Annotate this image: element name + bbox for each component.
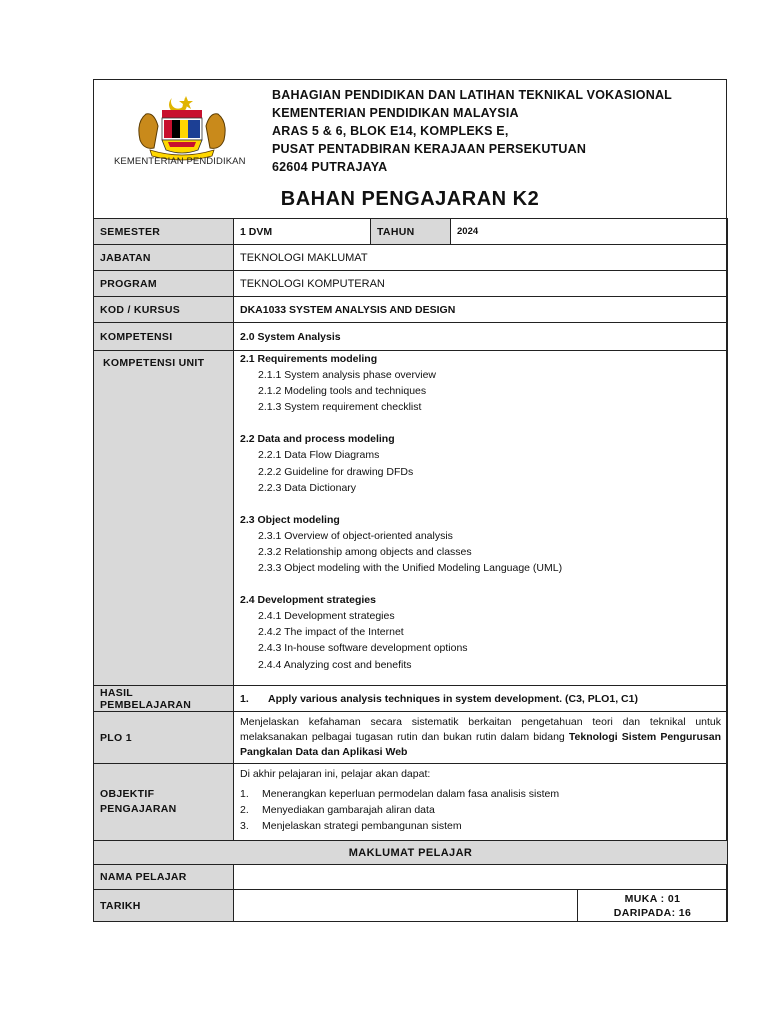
tahun-label: TAHUN: [371, 219, 451, 245]
objektif-content: [234, 764, 728, 841]
objektif-intro: Di akhir pelajaran ini, pelajar akan dapat:: [240, 768, 431, 780]
objektif-row: [94, 764, 728, 841]
unit-heading: 2.2 Data and process modeling: [240, 433, 395, 446]
kompetensi-label: KOMPETENSI: [94, 323, 234, 351]
semester-value: 1 DVM: [234, 219, 371, 245]
maklumat-row: [94, 841, 728, 865]
hasil-row: [94, 686, 728, 712]
tahun-value: 2024: [451, 219, 728, 245]
objektif-item: [240, 818, 721, 834]
unit-item: 2.2.1 Data Flow Diagrams: [258, 449, 380, 462]
hasil-text: Apply various analysis techniques in system development. (C3, PLO1, C1): [268, 692, 638, 705]
unit-item: 2.2.2 Guideline for drawing DFDs: [258, 465, 414, 478]
objektif-list: [240, 786, 721, 834]
logo-caption: KEMENTERIAN PENDIDIKAN: [114, 156, 246, 167]
jabatan-row: [94, 245, 728, 271]
tarikh-row: [94, 890, 728, 922]
info-table: [93, 218, 728, 922]
program-row: [94, 271, 728, 297]
institution-line: ARAS 5 & 6, BLOK E14, KOMPLEKS E,: [272, 124, 509, 138]
objektif-item-text: Menerangkan keperluan permodelan dalam fasa analisis sistem: [262, 788, 560, 800]
objektif-item-text: Menyediakan gambarajah aliran data: [262, 804, 435, 816]
program-label: PROGRAM: [94, 271, 234, 297]
tarikh-value[interactable]: [234, 890, 578, 922]
institution-address: [272, 86, 672, 176]
unit-item: 2.1.3 System requirement checklist: [258, 401, 422, 414]
document-frame: [93, 79, 727, 922]
plo-text-bold: Teknologi Sistem Pengurusan Pangkalan Data dan Aplikasi Web: [240, 730, 722, 758]
objektif-item-number: 1.: [240, 788, 249, 800]
objektif-item-number: 3.: [240, 820, 249, 832]
unit-heading: 2.4 Development strategies: [240, 594, 376, 607]
plo-text: [234, 712, 728, 764]
unit-item: 2.4.1 Development strategies: [258, 610, 395, 623]
unit-heading: 2.3 Object modeling: [240, 513, 340, 526]
unit-item: 2.1.1 System analysis phase overview: [258, 369, 437, 382]
page-daripada: DARIPADA: 16: [613, 906, 692, 919]
kompetensi-value: 2.0 System Analysis: [234, 323, 728, 351]
semester-label: SEMESTER: [94, 219, 234, 245]
page-muka: MUKA : 01: [624, 892, 681, 905]
kod-row: [94, 297, 728, 323]
nama-row: [94, 865, 728, 890]
unit-item: 2.3.3 Object modeling with the Unified Modeling Language (UML): [258, 562, 563, 575]
tarikh-label: TARIKH: [94, 890, 234, 922]
jabatan-value: TEKNOLOGI MAKLUMAT: [234, 245, 728, 271]
page-number: [578, 890, 728, 922]
kompetensi-row: [94, 323, 728, 351]
hasil-number: 1.: [240, 692, 249, 705]
coat-of-arms-logo: [112, 92, 252, 188]
objektif-item: [240, 786, 721, 802]
kompetensi-unit-label: KOMPETENSI UNIT: [94, 351, 234, 686]
semester-row: [94, 219, 728, 245]
objektif-label-line: OBJEKTIF: [100, 788, 155, 800]
plo-label: PLO 1: [94, 712, 234, 764]
hasil-value: [234, 686, 728, 712]
unit-item: 2.2.3 Data Dictionary: [258, 481, 357, 494]
nama-value[interactable]: [234, 865, 728, 890]
jabatan-label: JABATAN: [94, 245, 234, 271]
document-title: BAHAN PENGAJARAN K2: [280, 188, 540, 210]
unit-item: 2.3.2 Relationship among objects and classes: [258, 545, 472, 558]
document-header: [94, 80, 726, 218]
kompetensi-unit-row: [94, 351, 728, 686]
objektif-item: [240, 802, 721, 818]
unit-item: 2.4.4 Analyzing cost and benefits: [258, 658, 412, 671]
objektif-label: [94, 764, 234, 841]
institution-line: BAHAGIAN PENDIDIKAN DAN LATIHAN TEKNIKAL VOKASIONAL: [272, 88, 673, 102]
unit-item: 2.4.2 The impact of the Internet: [258, 626, 404, 639]
objektif-label-line: PENGAJARAN: [100, 803, 177, 815]
institution-line: PUSAT PENTADBIRAN KERAJAAN PERSEKUTUAN: [272, 142, 587, 156]
kod-value: DKA1033 SYSTEM ANALYSIS AND DESIGN: [234, 297, 728, 323]
kompetensi-unit-list: [234, 351, 728, 686]
unit-item: 2.4.3 In-house software development options: [258, 642, 468, 655]
kod-label: KOD / KURSUS: [94, 297, 234, 323]
institution-line: 62604 PUTRAJAYA: [272, 160, 388, 174]
plo-text-plain: Menjelaskan kefahaman secara sistematik berkaitan pengetahuan teori dan teknikal untuk melaksanakan pelbagai tugasan rutin dan bukan rutin dalam bidang: [240, 715, 722, 743]
nama-label: NAMA PELAJAR: [94, 865, 234, 890]
institution-line: KEMENTERIAN PENDIDIKAN MALAYSIA: [272, 106, 519, 120]
unit-item: 2.1.2 Modeling tools and techniques: [258, 385, 427, 398]
plo-row: [94, 712, 728, 764]
unit-heading: 2.1 Requirements modeling: [240, 353, 378, 365]
maklumat-pelajar-header: MAKLUMAT PELAJAR: [94, 841, 728, 865]
unit-item: 2.3.1 Overview of object-oriented analysis: [258, 529, 453, 542]
hasil-label: HASIL PEMBELAJARAN: [94, 686, 234, 712]
objektif-item-text: Menjelaskan strategi pembangunan sistem: [262, 820, 462, 832]
objektif-item-number: 2.: [240, 804, 249, 816]
program-value: TEKNOLOGI KOMPUTERAN: [234, 271, 728, 297]
